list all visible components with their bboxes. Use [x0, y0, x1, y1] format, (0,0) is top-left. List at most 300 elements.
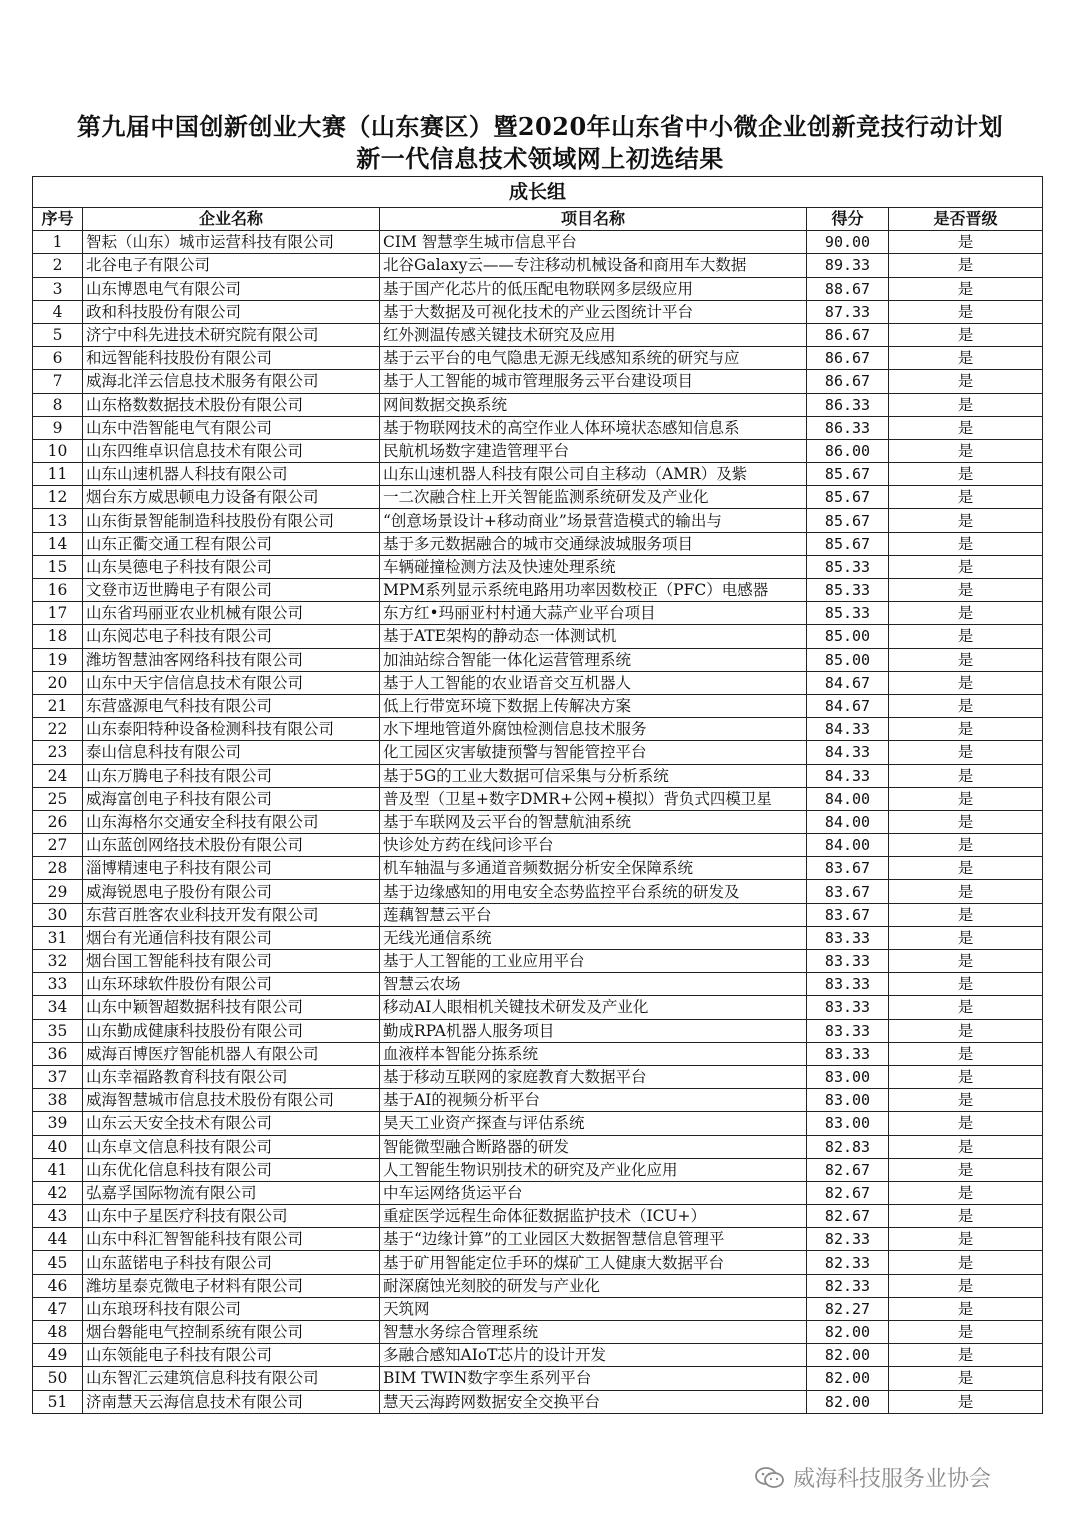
company-name: 山东中天宇信信息技术有限公司 — [83, 671, 380, 694]
row-number: 23 — [33, 741, 83, 764]
pass-status: 是 — [889, 903, 1043, 926]
row-number: 42 — [33, 1181, 83, 1204]
project-name: 基于移动互联网的家庭教育大数据平台 — [380, 1065, 807, 1088]
project-name: 北谷Galaxy云——专注移动机械设备和商用车大数据 — [380, 254, 807, 277]
project-name: 重症医学远程生命体征数据监护技术（ICU+） — [380, 1205, 807, 1228]
score: 85.67 — [807, 486, 889, 509]
table-row — [33, 950, 1043, 973]
row-number: 30 — [33, 903, 83, 926]
score: 82.00 — [807, 1390, 889, 1413]
table-row — [33, 1344, 1043, 1367]
row-number: 24 — [33, 764, 83, 787]
row-number: 15 — [33, 555, 83, 578]
score: 83.67 — [807, 903, 889, 926]
table-row — [33, 1135, 1043, 1158]
table-row — [33, 1112, 1043, 1135]
score: 83.67 — [807, 880, 889, 903]
score: 85.00 — [807, 648, 889, 671]
company-name: 山东阅芯电子科技有限公司 — [83, 625, 380, 648]
pass-status: 是 — [889, 300, 1043, 323]
row-number: 33 — [33, 973, 83, 996]
pass-status: 是 — [889, 741, 1043, 764]
watermark — [755, 1462, 991, 1493]
row-number: 12 — [33, 486, 83, 509]
pass-status: 是 — [889, 1205, 1043, 1228]
score: 84.67 — [807, 694, 889, 717]
company-name: 山东卓文信息科技有限公司 — [83, 1135, 380, 1158]
company-name: 烟台磐能电气控制系统有限公司 — [83, 1321, 380, 1344]
project-name: 水下埋地管道外腐蚀检测信息技术服务 — [380, 718, 807, 741]
project-name: 机车轴温与多通道音频数据分析安全保障系统 — [380, 857, 807, 880]
project-name: 基于人工智能的工业应用平台 — [380, 950, 807, 973]
project-name: 勤成RPA机器人服务项目 — [380, 1019, 807, 1042]
pass-status: 是 — [889, 1135, 1043, 1158]
row-number: 5 — [33, 323, 83, 346]
project-name: 东方红•玛丽亚村村通大蒜产业平台项目 — [380, 602, 807, 625]
table-row — [33, 486, 1043, 509]
row-number: 39 — [33, 1112, 83, 1135]
score: 82.33 — [807, 1228, 889, 1251]
pass-status: 是 — [889, 532, 1043, 555]
table-row — [33, 973, 1043, 996]
pass-status: 是 — [889, 439, 1043, 462]
row-number: 47 — [33, 1297, 83, 1320]
table-row — [33, 416, 1043, 439]
score: 82.00 — [807, 1367, 889, 1390]
company-name: 东营百胜客农业科技开发有限公司 — [83, 903, 380, 926]
score: 82.33 — [807, 1274, 889, 1297]
project-name: 基于物联网技术的高空作业人体环境状态感知信息系 — [380, 416, 807, 439]
pass-status: 是 — [889, 1158, 1043, 1181]
score: 86.67 — [807, 323, 889, 346]
company-name: 烟台有光通信科技有限公司 — [83, 926, 380, 949]
project-name: 智慧云农场 — [380, 973, 807, 996]
project-name: 基于大数据及可视化技术的产业云图统计平台 — [380, 300, 807, 323]
company-name: 烟台国工智能科技有限公司 — [83, 950, 380, 973]
company-name: 山东蓝创网络技术股份有限公司 — [83, 834, 380, 857]
pass-status: 是 — [889, 810, 1043, 833]
company-name: 山东海格尔交通安全科技有限公司 — [83, 810, 380, 833]
project-name: 昊天工业资产探查与评估系统 — [380, 1112, 807, 1135]
table-row — [33, 1019, 1043, 1042]
wechat-icon — [755, 1466, 785, 1490]
project-name: 基于5G的工业大数据可信采集与分析系统 — [380, 764, 807, 787]
row-number: 44 — [33, 1228, 83, 1251]
pass-status: 是 — [889, 416, 1043, 439]
table-row — [33, 1181, 1043, 1204]
table-row — [33, 810, 1043, 833]
company-name: 文登市迈世腾电子有限公司 — [83, 579, 380, 602]
pass-status: 是 — [889, 787, 1043, 810]
company-name: 智耘（山东）城市运营科技有限公司 — [83, 231, 380, 254]
table-row — [33, 277, 1043, 300]
row-number: 16 — [33, 579, 83, 602]
score: 84.67 — [807, 671, 889, 694]
company-name: 泰山信息科技有限公司 — [83, 741, 380, 764]
project-name: 基于多元数据融合的城市交通绿波城服务项目 — [380, 532, 807, 555]
document-title: 第九届中国创新创业大赛（山东赛区）暨2020年山东省中小微企业创新竞技行动计划 — [76, 112, 1004, 141]
company-name: 威海富创电子科技有限公司 — [83, 787, 380, 810]
row-number: 49 — [33, 1344, 83, 1367]
company-name: 山东琅玡科技有限公司 — [83, 1297, 380, 1320]
pass-status: 是 — [889, 694, 1043, 717]
project-name: 低上行带宽环境下数据上传解决方案 — [380, 694, 807, 717]
row-number: 36 — [33, 1042, 83, 1065]
table-row — [33, 1274, 1043, 1297]
company-name: 威海北洋云信息技术服务有限公司 — [83, 370, 380, 393]
company-name: 山东中颖智超数据科技有限公司 — [83, 996, 380, 1019]
pass-status: 是 — [889, 625, 1043, 648]
score: 84.33 — [807, 741, 889, 764]
project-name: CIM 智慧孪生城市信息平台 — [380, 231, 807, 254]
pass-status: 是 — [889, 926, 1043, 949]
project-name: 基于边缘感知的用电安全态势监控平台系统的研发及 — [380, 880, 807, 903]
project-name: 车辆碰撞检测方法及快速处理系统 — [380, 555, 807, 578]
pass-status: 是 — [889, 1065, 1043, 1088]
table-row — [33, 718, 1043, 741]
row-number: 38 — [33, 1089, 83, 1112]
table-row — [33, 1158, 1043, 1181]
table-row — [33, 532, 1043, 555]
pass-status: 是 — [889, 857, 1043, 880]
project-name: 无线光通信系统 — [380, 926, 807, 949]
row-number: 25 — [33, 787, 83, 810]
pass-status: 是 — [889, 1321, 1043, 1344]
pass-status: 是 — [889, 834, 1043, 857]
pass-status: 是 — [889, 648, 1043, 671]
table-row — [33, 439, 1043, 462]
company-name: 潍坊智慧油客网络科技有限公司 — [83, 648, 380, 671]
pass-status: 是 — [889, 370, 1043, 393]
project-name: 红外测温传感关键技术研究及应用 — [380, 323, 807, 346]
row-number: 29 — [33, 880, 83, 903]
pass-status: 是 — [889, 1297, 1043, 1320]
company-name: 山东云天安全技术有限公司 — [83, 1112, 380, 1135]
table-row — [33, 300, 1043, 323]
pass-status: 是 — [889, 1251, 1043, 1274]
table-row — [33, 1228, 1043, 1251]
company-name: 山东格数数据技术股份有限公司 — [83, 393, 380, 416]
score: 83.33 — [807, 950, 889, 973]
header-no: 序号 — [33, 208, 83, 231]
company-name: 威海锐恩电子股份有限公司 — [83, 880, 380, 903]
score: 84.00 — [807, 787, 889, 810]
company-name: 山东勤成健康科技股份有限公司 — [83, 1019, 380, 1042]
project-name: 慧天云海跨网数据安全交换平台 — [380, 1390, 807, 1413]
table-row — [33, 648, 1043, 671]
score: 82.27 — [807, 1297, 889, 1320]
project-name: 基于“边缘计算”的工业园区大数据智慧信息管理平 — [380, 1228, 807, 1251]
pass-status: 是 — [889, 254, 1043, 277]
project-name: 移动AI人眼相机关键技术研发及产业化 — [380, 996, 807, 1019]
score: 85.33 — [807, 579, 889, 602]
row-number: 50 — [33, 1367, 83, 1390]
row-number: 8 — [33, 393, 83, 416]
project-name: 基于人工智能的农业语音交互机器人 — [380, 671, 807, 694]
score: 82.67 — [807, 1205, 889, 1228]
pass-status: 是 — [889, 463, 1043, 486]
company-name: 山东山速机器人科技有限公司 — [83, 463, 380, 486]
company-name: 北谷电子有限公司 — [83, 254, 380, 277]
table-row — [33, 787, 1043, 810]
header-pass: 是否晋级 — [889, 208, 1043, 231]
score: 83.00 — [807, 1065, 889, 1088]
company-name: 威海百博医疗智能机器人有限公司 — [83, 1042, 380, 1065]
table-row — [33, 463, 1043, 486]
project-name: BIM TWIN数字孪生系列平台 — [380, 1367, 807, 1390]
company-name: 淄博精速电子科技有限公司 — [83, 857, 380, 880]
table-row — [33, 694, 1043, 717]
pass-status: 是 — [889, 1019, 1043, 1042]
table-row — [33, 834, 1043, 857]
company-name: 山东幸福路教育科技有限公司 — [83, 1065, 380, 1088]
company-name: 山东昊德电子科技有限公司 — [83, 555, 380, 578]
project-name: 化工园区灾害敏捷预警与智能管控平台 — [380, 741, 807, 764]
score: 85.67 — [807, 532, 889, 555]
project-name: 普及型（卫星+数字DMR+公网+模拟）背负式四模卫星 — [380, 787, 807, 810]
table-row — [33, 741, 1043, 764]
company-name: 山东四维卓识信息技术有限公司 — [83, 439, 380, 462]
score: 86.00 — [807, 439, 889, 462]
company-name: 山东蓝锘电子科技有限公司 — [83, 1251, 380, 1274]
project-name: 天筑网 — [380, 1297, 807, 1320]
table-row — [33, 1367, 1043, 1390]
pass-status: 是 — [889, 671, 1043, 694]
score: 83.33 — [807, 1042, 889, 1065]
row-number: 22 — [33, 718, 83, 741]
table-row — [33, 347, 1043, 370]
project-name: 网间数据交换系统 — [380, 393, 807, 416]
company-name: 烟台东方威思顿电力设备有限公司 — [83, 486, 380, 509]
company-name: 山东智汇云建筑信息科技有限公司 — [83, 1367, 380, 1390]
table-row — [33, 509, 1043, 532]
company-name: 山东街景智能制造科技股份有限公司 — [83, 509, 380, 532]
row-number: 14 — [33, 532, 83, 555]
table-row — [33, 231, 1043, 254]
row-number: 1 — [33, 231, 83, 254]
project-name: 快诊处方药在线问诊平台 — [380, 834, 807, 857]
row-number: 31 — [33, 926, 83, 949]
row-number: 45 — [33, 1251, 83, 1274]
score: 82.83 — [807, 1135, 889, 1158]
score: 84.00 — [807, 834, 889, 857]
row-number: 2 — [33, 254, 83, 277]
project-name: 民航机场数字建造管理平台 — [380, 439, 807, 462]
score: 88.67 — [807, 277, 889, 300]
score: 82.00 — [807, 1344, 889, 1367]
row-number: 6 — [33, 347, 83, 370]
pass-status: 是 — [889, 277, 1043, 300]
table-row — [33, 1089, 1043, 1112]
project-name: 基于云平台的电气隐患无源无线感知系统的研究与应 — [380, 347, 807, 370]
table-row — [33, 903, 1043, 926]
project-name: 基于ATE架构的静动态一体测试机 — [380, 625, 807, 648]
score: 86.33 — [807, 416, 889, 439]
table-row — [33, 996, 1043, 1019]
company-name: 山东中子星医疗科技有限公司 — [83, 1205, 380, 1228]
row-number: 17 — [33, 602, 83, 625]
score: 85.67 — [807, 509, 889, 532]
table-row — [33, 370, 1043, 393]
score: 85.33 — [807, 555, 889, 578]
table-row — [33, 579, 1043, 602]
score: 86.67 — [807, 347, 889, 370]
score: 82.00 — [807, 1321, 889, 1344]
project-name: MPM系列显示系统电路用功率因数校正（PFC）电感器 — [380, 579, 807, 602]
project-name: 基于AI的视频分析平台 — [380, 1089, 807, 1112]
table-row — [33, 254, 1043, 277]
header-company: 企业名称 — [83, 208, 380, 231]
score: 83.67 — [807, 857, 889, 880]
pass-status: 是 — [889, 1367, 1043, 1390]
pass-status: 是 — [889, 1181, 1043, 1204]
score: 86.67 — [807, 370, 889, 393]
pass-status: 是 — [889, 950, 1043, 973]
results-body — [33, 231, 1043, 1414]
score: 83.00 — [807, 1089, 889, 1112]
table-row — [33, 1042, 1043, 1065]
table-row — [33, 857, 1043, 880]
pass-status: 是 — [889, 1042, 1043, 1065]
company-name: 山东中科汇智智能科技有限公司 — [83, 1228, 380, 1251]
row-number: 27 — [33, 834, 83, 857]
row-number: 48 — [33, 1321, 83, 1344]
table-row — [33, 1205, 1043, 1228]
row-number: 26 — [33, 810, 83, 833]
results-table — [32, 176, 1043, 1414]
score: 83.33 — [807, 973, 889, 996]
row-number: 7 — [33, 370, 83, 393]
score: 85.33 — [807, 602, 889, 625]
table-row — [33, 1251, 1043, 1274]
pass-status: 是 — [889, 602, 1043, 625]
pass-status: 是 — [889, 486, 1043, 509]
pass-status: 是 — [889, 393, 1043, 416]
pass-status: 是 — [889, 1344, 1043, 1367]
document-subtitle: 新一代信息技术领域网上初选结果 — [356, 144, 724, 173]
table-row — [33, 625, 1043, 648]
project-name: 智慧水务综合管理系统 — [380, 1321, 807, 1344]
row-number: 37 — [33, 1065, 83, 1088]
row-number: 18 — [33, 625, 83, 648]
company-name: 山东泰阳特种设备检测科技有限公司 — [83, 718, 380, 741]
group-header: 成长组 — [33, 177, 1043, 208]
project-name: 耐深腐蚀光刻胶的研发与产业化 — [380, 1274, 807, 1297]
score: 83.00 — [807, 1112, 889, 1135]
pass-status: 是 — [889, 555, 1043, 578]
project-name: 山东山速机器人科技有限公司自主移动（AMR）及紫 — [380, 463, 807, 486]
score: 87.33 — [807, 300, 889, 323]
pass-status: 是 — [889, 718, 1043, 741]
pass-status: 是 — [889, 1228, 1043, 1251]
row-number: 32 — [33, 950, 83, 973]
table-row — [33, 880, 1043, 903]
row-number: 28 — [33, 857, 83, 880]
pass-status: 是 — [889, 1274, 1043, 1297]
company-name: 山东环球软件股份有限公司 — [83, 973, 380, 996]
pass-status: 是 — [889, 764, 1043, 787]
row-number: 34 — [33, 996, 83, 1019]
project-name: 多融合感知AIoT芯片的设计开发 — [380, 1344, 807, 1367]
table-row — [33, 1390, 1043, 1413]
watermark-text: 威海科技服务业协会 — [793, 1467, 992, 1492]
score: 83.33 — [807, 996, 889, 1019]
row-number: 13 — [33, 509, 83, 532]
project-name: 基于国产化芯片的低压配电物联网多层级应用 — [380, 277, 807, 300]
project-name: 智能微型融合断路器的研发 — [380, 1135, 807, 1158]
score: 86.33 — [807, 393, 889, 416]
project-name: 莲藕智慧云平台 — [380, 903, 807, 926]
table-row — [33, 764, 1043, 787]
score: 82.67 — [807, 1181, 889, 1204]
row-number: 51 — [33, 1390, 83, 1413]
company-name: 山东万腾电子科技有限公司 — [83, 764, 380, 787]
pass-status: 是 — [889, 1112, 1043, 1135]
row-number: 21 — [33, 694, 83, 717]
row-number: 46 — [33, 1274, 83, 1297]
company-name: 和远智能科技股份有限公司 — [83, 347, 380, 370]
row-number: 3 — [33, 277, 83, 300]
score: 85.67 — [807, 463, 889, 486]
project-name: 基于人工智能的城市管理服务云平台建设项目 — [380, 370, 807, 393]
pass-status: 是 — [889, 973, 1043, 996]
table-row — [33, 1321, 1043, 1344]
table-row — [33, 671, 1043, 694]
table-row — [33, 926, 1043, 949]
pass-status: 是 — [889, 1089, 1043, 1112]
table-row — [33, 323, 1043, 346]
pass-status: 是 — [889, 323, 1043, 346]
row-number: 19 — [33, 648, 83, 671]
company-name: 山东领能电子科技有限公司 — [83, 1344, 380, 1367]
project-name: 人工智能生物识别技术的研究及产业化应用 — [380, 1158, 807, 1181]
table-row — [33, 602, 1043, 625]
row-number: 10 — [33, 439, 83, 462]
table-row — [33, 393, 1043, 416]
pass-status: 是 — [889, 347, 1043, 370]
row-number: 9 — [33, 416, 83, 439]
pass-status: 是 — [889, 231, 1043, 254]
score: 89.33 — [807, 254, 889, 277]
score: 84.33 — [807, 764, 889, 787]
score: 90.00 — [807, 231, 889, 254]
project-name: 中车运网络货运平台 — [380, 1181, 807, 1204]
row-number: 40 — [33, 1135, 83, 1158]
row-number: 20 — [33, 671, 83, 694]
score: 83.33 — [807, 926, 889, 949]
company-name: 政和科技股份有限公司 — [83, 300, 380, 323]
score: 85.00 — [807, 625, 889, 648]
project-name: 加油站综合智能一体化运营管理系统 — [380, 648, 807, 671]
score: 84.00 — [807, 810, 889, 833]
row-number: 41 — [33, 1158, 83, 1181]
company-name: 潍坊星泰克微电子材料有限公司 — [83, 1274, 380, 1297]
table-row — [33, 1065, 1043, 1088]
company-name: 山东博恩电气有限公司 — [83, 277, 380, 300]
table-row — [33, 1297, 1043, 1320]
pass-status: 是 — [889, 509, 1043, 532]
company-name: 济宁中科先进技术研究院有限公司 — [83, 323, 380, 346]
score: 82.67 — [807, 1158, 889, 1181]
score: 83.33 — [807, 1019, 889, 1042]
pass-status: 是 — [889, 579, 1043, 602]
pass-status: 是 — [889, 1390, 1043, 1413]
score: 84.33 — [807, 718, 889, 741]
company-name: 济南慧天云海信息技术有限公司 — [83, 1390, 380, 1413]
header-project: 项目名称 — [380, 208, 807, 231]
table-row — [33, 555, 1043, 578]
row-number: 4 — [33, 300, 83, 323]
